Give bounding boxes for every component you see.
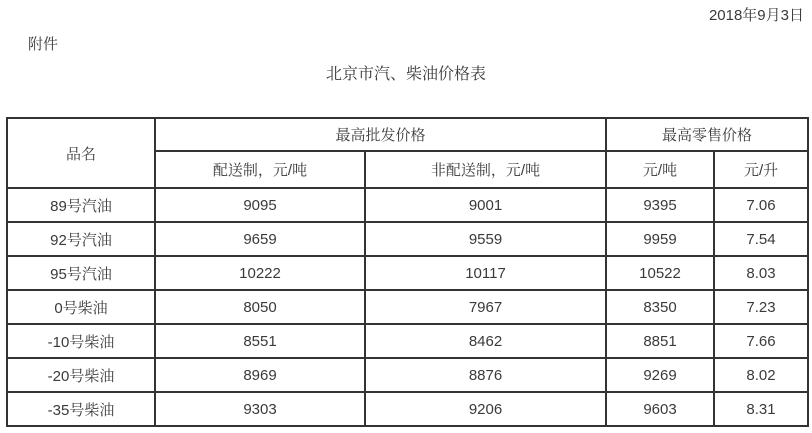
- product-name-cell: 92号汽油: [7, 222, 155, 256]
- retail-ton-price-cell: 9959: [606, 222, 714, 256]
- col-header-retail-ton: 元/吨: [606, 151, 714, 188]
- col-group-retail: 最高零售价格: [606, 118, 808, 151]
- product-name-cell: -20号柴油: [7, 358, 155, 392]
- retail-liter-price-cell: 7.06: [714, 188, 808, 222]
- table-row: [7, 358, 808, 392]
- delivery-price-cell: 8050: [155, 290, 365, 324]
- col-header-retail-liter: 元/升: [714, 151, 808, 188]
- col-group-wholesale: 最高批发价格: [155, 118, 606, 151]
- col-header-non-delivery: 非配送制，元/吨: [365, 151, 606, 188]
- col-header-product: 品名: [7, 118, 155, 188]
- retail-ton-price-cell: 8350: [606, 290, 714, 324]
- retail-liter-price-cell: 7.66: [714, 324, 808, 358]
- retail-liter-price-cell: 8.03: [714, 256, 808, 290]
- delivery-price-cell: 9095: [155, 188, 365, 222]
- non-delivery-price-cell: 9206: [365, 392, 606, 426]
- table-row: [7, 324, 808, 358]
- table-row: [7, 290, 808, 324]
- delivery-price-cell: 9303: [155, 392, 365, 426]
- non-delivery-price-cell: 9559: [365, 222, 606, 256]
- non-delivery-price-cell: 10117: [365, 256, 606, 290]
- non-delivery-price-cell: 7967: [365, 290, 606, 324]
- table-row: [7, 188, 808, 222]
- non-delivery-price-cell: 8462: [365, 324, 606, 358]
- non-delivery-price-cell: 8876: [365, 358, 606, 392]
- fuel-price-table: [6, 117, 809, 427]
- retail-liter-price-cell: 8.02: [714, 358, 808, 392]
- retail-ton-price-cell: 9269: [606, 358, 714, 392]
- retail-ton-price-cell: 8851: [606, 324, 714, 358]
- attachment-label: 附件: [28, 36, 59, 53]
- product-name-cell: 0号柴油: [7, 290, 155, 324]
- table-header-row-1: [7, 118, 808, 151]
- product-name-cell: 89号汽油: [7, 188, 155, 222]
- product-name-cell: 95号汽油: [7, 256, 155, 290]
- retail-liter-price-cell: 8.31: [714, 392, 808, 426]
- table-row: [7, 392, 808, 426]
- retail-ton-price-cell: 9603: [606, 392, 714, 426]
- delivery-price-cell: 8969: [155, 358, 365, 392]
- delivery-price-cell: 8551: [155, 324, 365, 358]
- table-row: [7, 256, 808, 290]
- retail-liter-price-cell: 7.54: [714, 222, 808, 256]
- col-header-delivery: 配送制，元/吨: [155, 151, 365, 188]
- page-title: 北京市汽、柴油价格表: [325, 66, 486, 83]
- table-row: [7, 222, 808, 256]
- retail-ton-price-cell: 9395: [606, 188, 714, 222]
- document-date: 2018年9月3日: [708, 7, 804, 24]
- retail-liter-price-cell: 7.23: [714, 290, 808, 324]
- retail-ton-price-cell: 10522: [606, 256, 714, 290]
- delivery-price-cell: 10222: [155, 256, 365, 290]
- product-name-cell: -10号柴油: [7, 324, 155, 358]
- delivery-price-cell: 9659: [155, 222, 365, 256]
- non-delivery-price-cell: 9001: [365, 188, 606, 222]
- product-name-cell: -35号柴油: [7, 392, 155, 426]
